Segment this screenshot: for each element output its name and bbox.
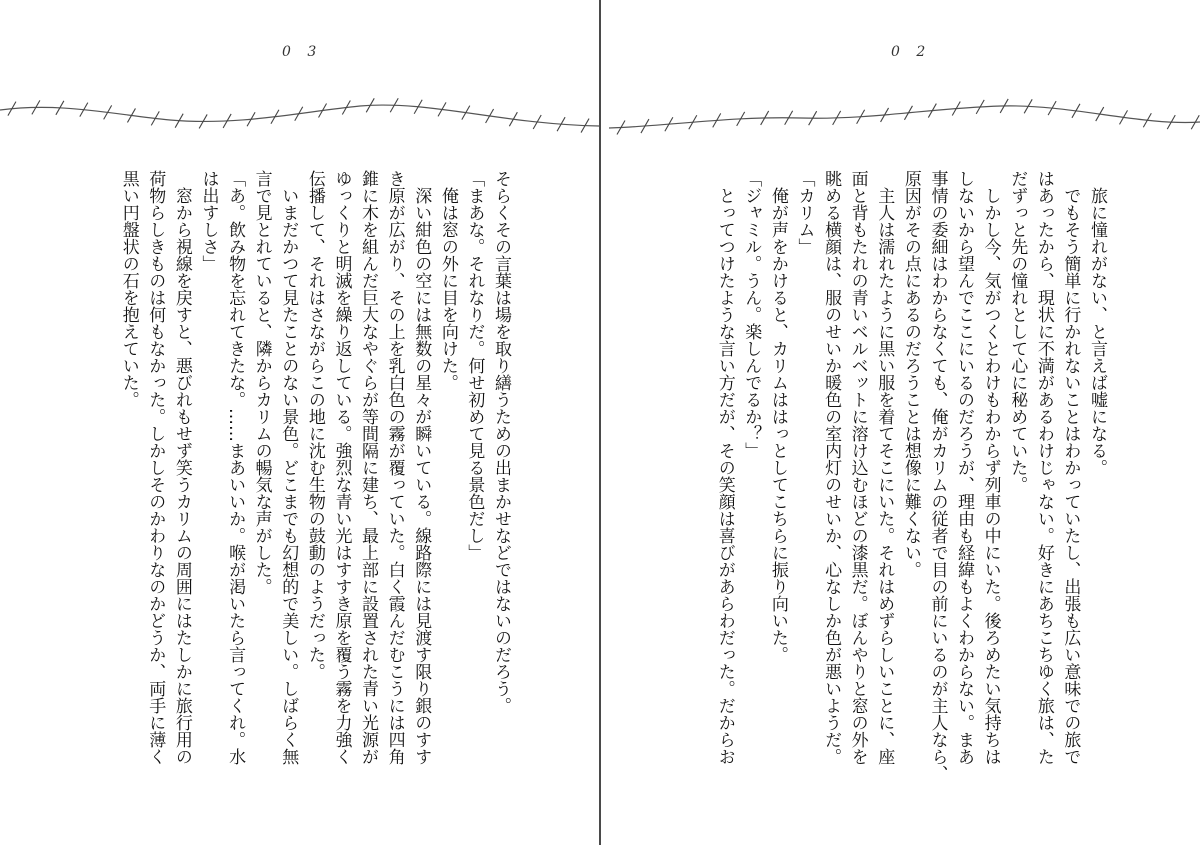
text-line: 「まあな。それなりだ。何せ初めて見る景色だし」 — [464, 170, 485, 561]
text-line: はあったから、現状に不満があるわけじゃない。好きにあちこちゆく旅は、た — [1033, 170, 1054, 765]
text-line: だずっと先の憧れとして心に秘めていた。 — [1007, 170, 1028, 493]
right-page — [601, 0, 1200, 845]
body-text-left — [115, 170, 514, 810]
text-line: とってつけたような言い方だが、その笑顔は喜びがあらわだった。だからお — [714, 170, 735, 765]
text-line: 伝播して、それはさながらこの地に沈む生物の鼓動のようだった。 — [304, 170, 325, 680]
text-line: 原因がその点にあるのだろうことは想像に難くない。 — [900, 170, 921, 578]
text-line: しかし今、気がつくとわけもわからず列車の中にいた。後ろめたい気持ちは — [980, 170, 1001, 765]
text-line: 「カリム」 — [794, 170, 815, 255]
text-line: でもそう簡単に行かれないことはわかっていたし、出張も広い意味での旅で — [1060, 170, 1081, 765]
text-line: 深い紺色の空には無数の星々が瞬いている。線路際には見渡す限り銀のすす — [411, 170, 432, 765]
page-number-left: 0 3 — [282, 44, 323, 60]
text-line: 俺は窓の外に目を向けた。 — [437, 170, 458, 391]
text-line: 眺める横顔は、服のせいか暖色の室内灯のせいか、心なしか色が悪いようだ。 — [821, 170, 842, 765]
text-line: しないから望んでここにいるのだろうが、理由も経緯もよくわからない。まあ — [954, 170, 975, 765]
text-line: 言で見とれていると、隣からカリムの暢気な声がした。 — [251, 170, 272, 595]
text-line: 面と背もたれの青いベルベットに溶け込むほどの漆黒だ。ぼんやりと窓の外を — [847, 170, 868, 765]
text-line: 窓から視線を戻すと、悪びれもせず笑うカリムの周囲にはたしかに旅行用の — [171, 170, 192, 765]
text-line: 錐に木を組んだ巨大なやぐらが等間隔に建ち、最上部に設置された青い光源が — [358, 170, 379, 765]
text-line: 黒い円盤状の石を抱えていた。 — [118, 170, 139, 408]
body-text-right — [711, 170, 1110, 810]
text-line: は出すしさ」 — [198, 170, 219, 272]
left-page — [0, 0, 599, 845]
barbed-wire-divider-left — [0, 96, 599, 146]
text-line: 「あ。飲み物を忘れてきたな。……まあいいか。喉が渇いたら言ってくれ。水 — [225, 170, 246, 765]
text-line: ゆっくりと明滅を繰り返している。強烈な青い光はすすき原を覆う霧を力強く — [331, 170, 352, 765]
text-line: 「ジャミル。うん。楽しんでるか？」 — [741, 170, 762, 459]
text-line: 事情の委細はわからなくても、俺がカリムの従者で目の前にいるのが主人なら、 — [927, 170, 948, 782]
text-line: 旅に憧れがない、と言えば嘘になる。 — [1087, 170, 1107, 476]
page-number-right: 0 2 — [891, 44, 932, 60]
text-line: そらくその言葉は場を取り繕うための出まかせなどではないのだろう。 — [491, 170, 511, 714]
text-line: 荷物らしきものは何もなかった。しかしそのかわりなのかどうか、両手に薄く — [145, 170, 166, 765]
text-line: 俺が声をかけると、カリムははっとしてこちらに振り向いた。 — [767, 170, 788, 663]
barbed-wire-divider-right — [601, 96, 1200, 146]
text-line: き原が広がり、その上を乳白色の霧が覆っていた。白く霞んだむこうには四角 — [384, 170, 405, 765]
text-line: いまだかつて見たことのない景色。どこまでも幻想的で美しい。しばらく無 — [278, 170, 299, 765]
text-line: 主人は濡れたように黒い服を着てそこにいた。それはめずらしいことに、座 — [874, 170, 895, 765]
